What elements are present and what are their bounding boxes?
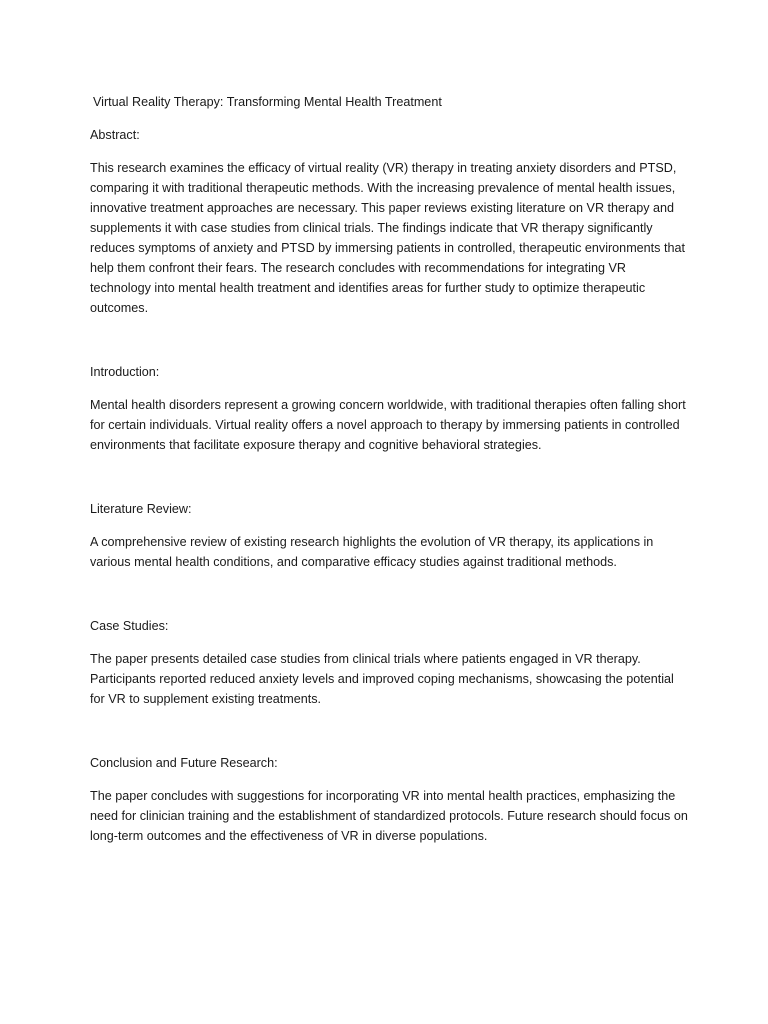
paragraph-spacer	[90, 572, 690, 616]
section-body: Mental health disorders represent a growing concern worldwide, with traditional therapies often falling short for certain individuals. Virtual reality offers a novel approach to therapy by immersing patients in controlled environments that facilitate exposure therapy and cognitive behavioral strategies.	[90, 398, 686, 452]
section-body: The paper concludes with suggestions for incorporating VR into mental health practices, emphasizing the need for clinician training and the establishment of standardized protocols. Future research should focus on long-term outcomes and the effectiveness of VR in diverse populations.	[90, 789, 688, 843]
section-body: This research examines the efficacy of virtual reality (VR) therapy in treating anxiety disorders and PTSD, comparing it with traditional therapeutic methods. With the increasing prevalence of mental health issues, innovative treatment approaches are necessary. This paper reviews existing literature on VR therapy and supplements it with case studies from clinical trials. The findings indicate that VR therapy significantly reduces symptoms of anxiety and PTSD by immersing patients in controlled, therapeutic environments that help them confront their fears. The research concludes with recommendations for integrating VR technology into mental health treatment and identifies areas for further study to optimize therapeutic outcomes.	[90, 161, 685, 315]
section-heading: Introduction:	[90, 365, 160, 379]
section-introduction	[90, 362, 690, 455]
section-heading: Literature Review:	[90, 502, 192, 516]
section-heading: Conclusion and Future Research:	[90, 756, 278, 770]
section-conclusion	[90, 753, 690, 846]
section-heading: Abstract:	[90, 128, 140, 142]
section-abstract	[90, 125, 690, 318]
section-body: The paper presents detailed case studies from clinical trials where patients engaged in VR therapy. Participants reported reduced anxiety levels and improved coping mechanisms, showcasing the potential for VR to supplement existing treatments.	[90, 652, 674, 706]
paragraph-spacer	[90, 709, 690, 753]
document-page	[90, 92, 690, 846]
paragraph-spacer	[90, 455, 690, 499]
section-heading: Case Studies:	[90, 619, 169, 633]
paragraph-spacer	[90, 318, 690, 362]
document-title: Virtual Reality Therapy: Transforming Mental Health Treatment	[93, 95, 442, 109]
section-literature-review	[90, 499, 690, 572]
section-body: A comprehensive review of existing research highlights the evolution of VR therapy, its applications in various mental health conditions, and comparative efficacy studies against traditional methods.	[90, 535, 654, 569]
section-case-studies	[90, 616, 690, 709]
